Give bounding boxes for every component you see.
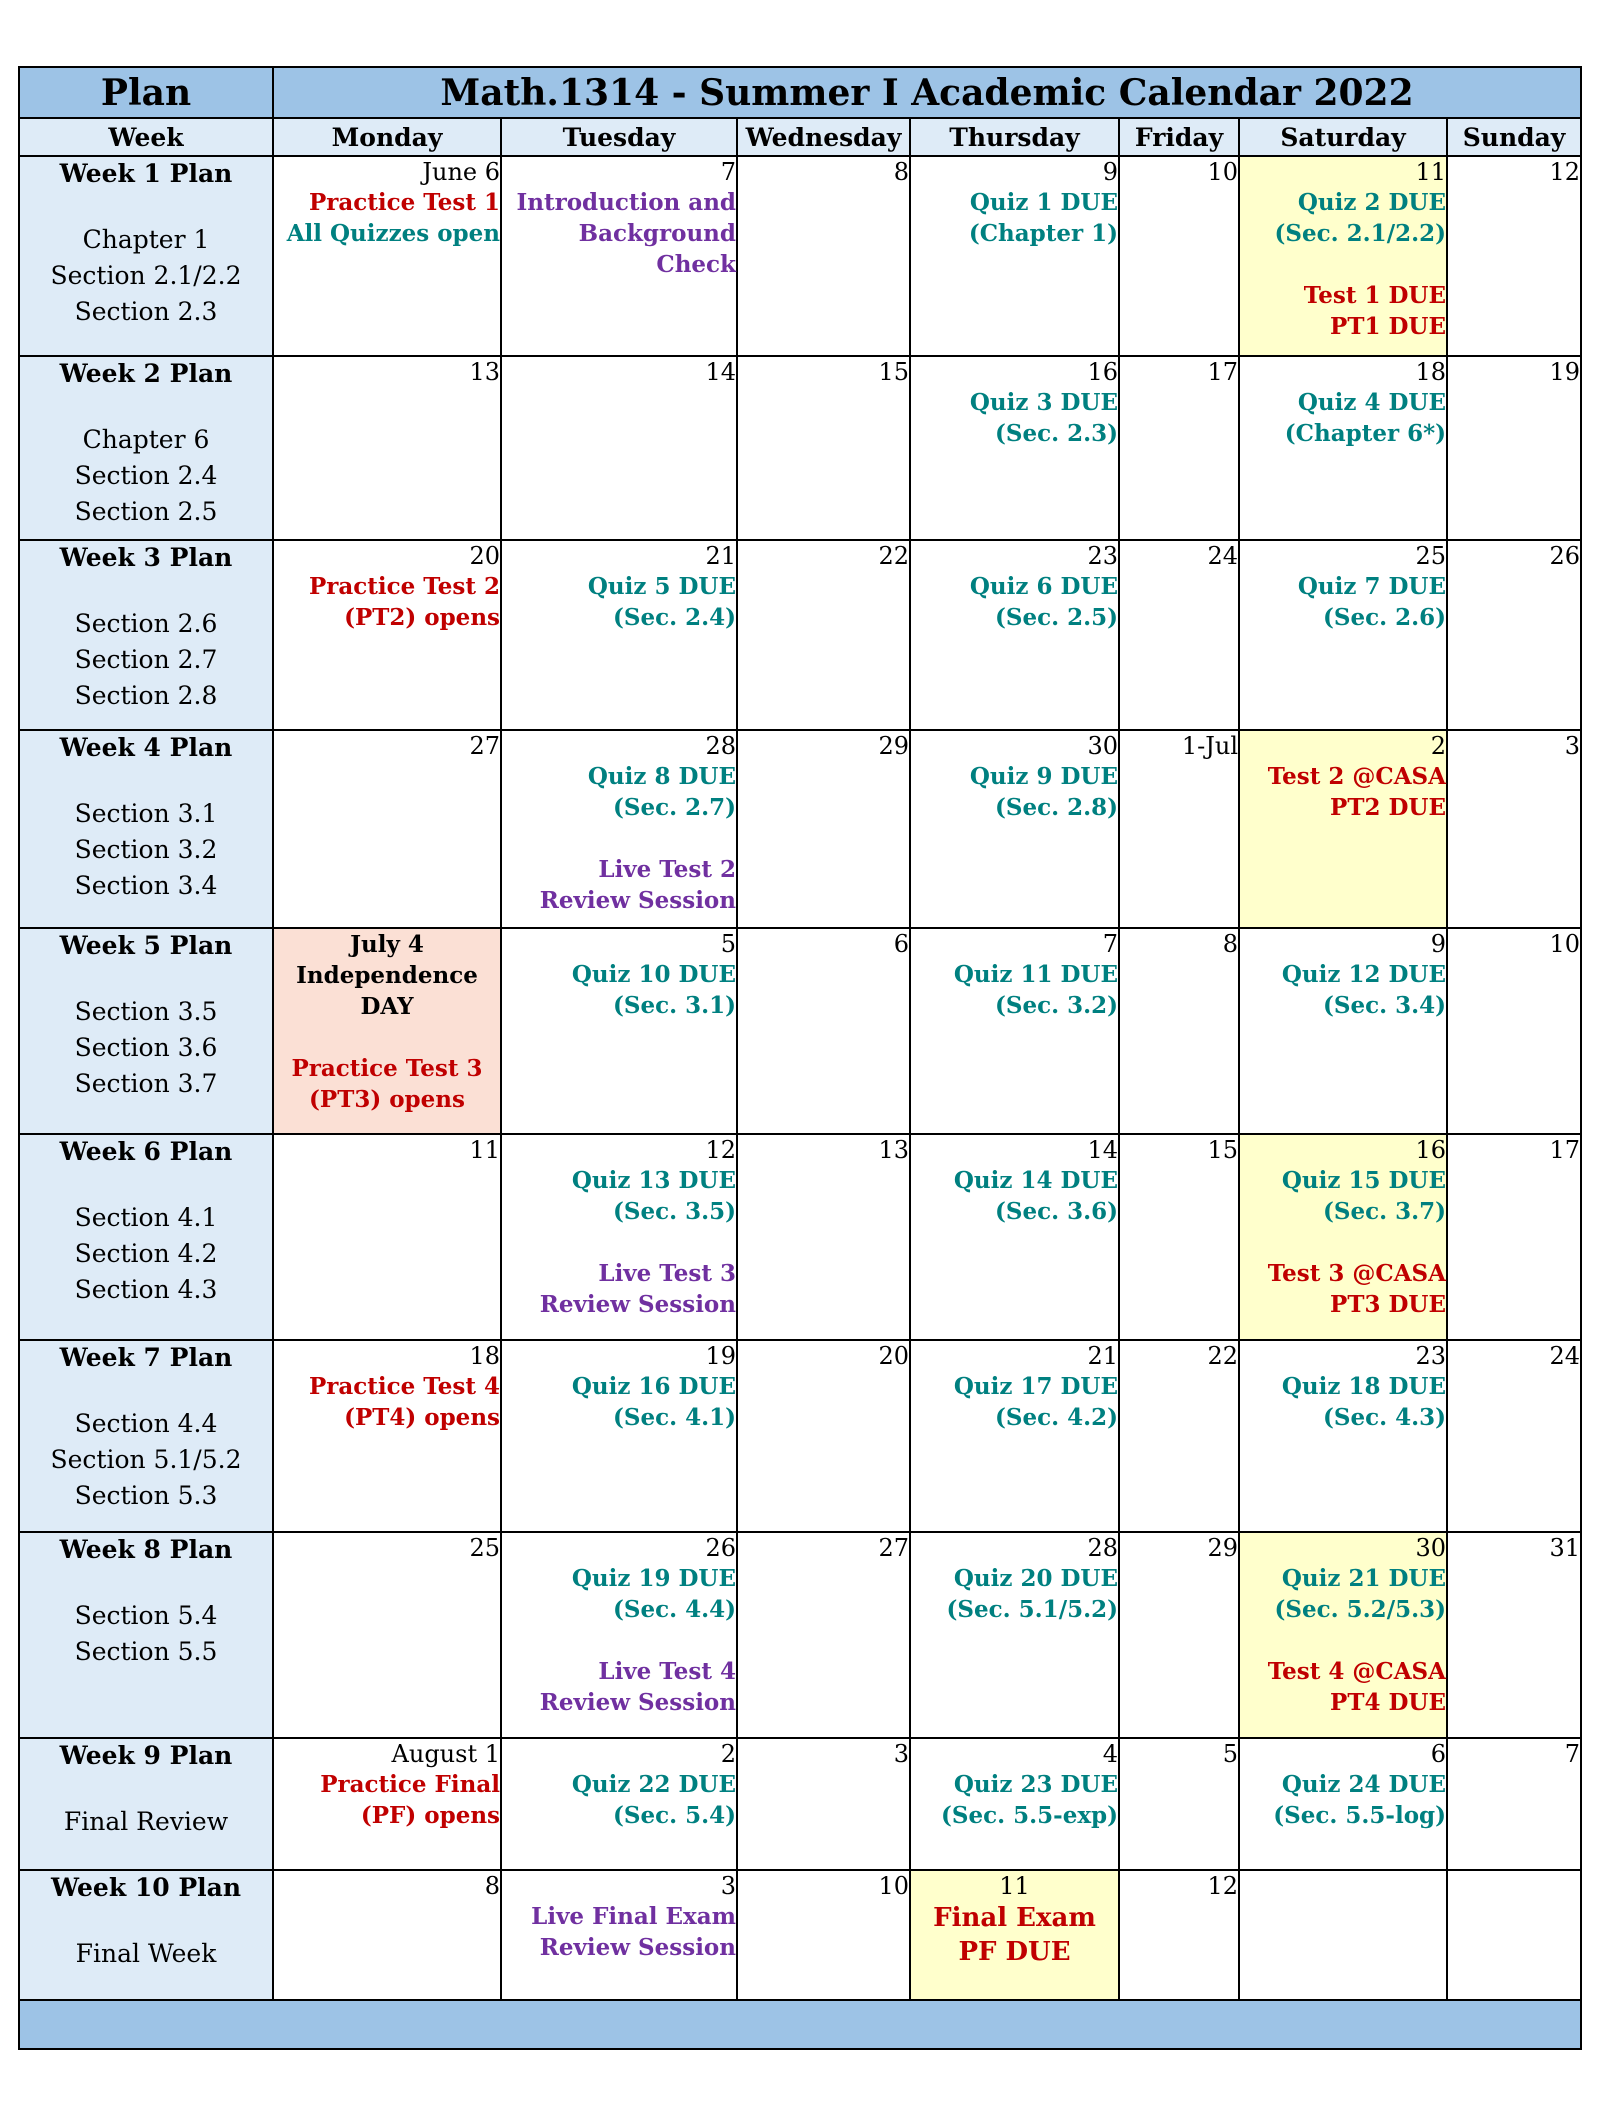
day-cell xyxy=(501,1340,737,1532)
calendar-event: Background xyxy=(578,220,736,247)
day-number: June 6 xyxy=(422,158,500,186)
week-plan-topic: Final Review xyxy=(63,1807,229,1836)
day-cell xyxy=(501,540,737,730)
day-cell xyxy=(1119,540,1239,730)
calendar-event: DAY xyxy=(360,993,414,1020)
week-plan-title: Week 5 Plan xyxy=(59,931,233,960)
day-number: 12 xyxy=(1549,158,1581,186)
week-plan-topic: Section 3.4 xyxy=(74,871,218,900)
day-cell xyxy=(1119,1738,1239,1870)
calendar-event: (Sec. 4.1) xyxy=(612,1404,736,1431)
calendar-event: Quiz 5 DUE xyxy=(587,573,736,600)
week-row xyxy=(19,156,1581,356)
footer-bar xyxy=(19,2000,1581,2049)
day-cell xyxy=(1239,156,1447,356)
day-cell xyxy=(1447,1738,1581,1870)
day-cell xyxy=(1119,1870,1239,2000)
day-cell xyxy=(910,1340,1119,1532)
day-number: August 1 xyxy=(391,1740,500,1768)
day-number: 15 xyxy=(878,358,909,386)
day-number: 29 xyxy=(1207,1534,1238,1562)
day-number: 20 xyxy=(878,1342,909,1370)
day-cell xyxy=(1239,1738,1447,1870)
day-cell xyxy=(1119,730,1239,928)
calendar-event: (Sec. 3.7) xyxy=(1322,1198,1446,1225)
week-plan-topic: Section 3.2 xyxy=(74,835,218,864)
calendar-event: Quiz 23 DUE xyxy=(953,1771,1118,1798)
week-plan-title: Week 1 Plan xyxy=(59,159,233,188)
weekday-header-row xyxy=(19,118,1581,156)
week-plan-topic: Section 3.6 xyxy=(74,1033,218,1062)
day-number: 25 xyxy=(1415,542,1446,570)
week-plan-topic: Section 2.5 xyxy=(74,497,218,526)
day-number: 28 xyxy=(705,732,736,760)
calendar-event: (Sec. 2.6) xyxy=(1322,604,1446,631)
day-cell xyxy=(910,1738,1119,1870)
day-cell xyxy=(1447,928,1581,1134)
day-number: 25 xyxy=(469,1534,500,1562)
calendar-event: (Sec. 5.5-log) xyxy=(1273,1802,1446,1829)
calendar-event: Check xyxy=(656,251,736,278)
calendar-event: Quiz 6 DUE xyxy=(969,573,1118,600)
day-cell xyxy=(273,1738,501,1870)
calendar-event: (Sec. 2.5) xyxy=(994,604,1118,631)
calendar-event: Quiz 2 DUE xyxy=(1297,189,1446,216)
calendar-event: (Chapter 1) xyxy=(968,220,1118,247)
calendar-event: PT3 DUE xyxy=(1330,1291,1446,1318)
week-plan-topic: Section 4.2 xyxy=(74,1239,218,1268)
week-plan-cell xyxy=(19,928,273,1134)
week-plan-topic: Section 2.8 xyxy=(74,681,218,710)
day-cell xyxy=(910,928,1119,1134)
week-plan-topic: Final Week xyxy=(75,1939,217,1968)
calendar-event: Quiz 21 DUE xyxy=(1281,1565,1446,1592)
day-cell xyxy=(910,156,1119,356)
day-cell xyxy=(1447,540,1581,730)
day-cell xyxy=(910,1532,1119,1738)
calendar-event: (Sec. 2.3) xyxy=(994,420,1118,447)
day-cell xyxy=(737,1738,910,1870)
header-monday: Monday xyxy=(273,118,501,156)
calendar-event: Quiz 15 DUE xyxy=(1281,1167,1446,1194)
week-plan-title: Week 2 Plan xyxy=(59,359,233,388)
week-plan-topic: Section 2.3 xyxy=(74,297,218,326)
calendar-event: Introduction and xyxy=(516,189,736,216)
day-number: 7 xyxy=(720,158,736,186)
week-row xyxy=(19,1340,1581,1532)
calendar-event: Quiz 7 DUE xyxy=(1297,573,1446,600)
day-cell xyxy=(1119,1340,1239,1532)
day-cell xyxy=(1447,156,1581,356)
day-number: 16 xyxy=(1087,358,1118,386)
header-saturday: Saturday xyxy=(1239,118,1447,156)
calendar-event: Quiz 14 DUE xyxy=(953,1167,1118,1194)
day-number: 3 xyxy=(720,1872,736,1900)
day-number: 8 xyxy=(1222,930,1238,958)
calendar-event: PT1 DUE xyxy=(1330,313,1446,340)
calendar-event: Test 4 @CASA xyxy=(1267,1658,1446,1685)
calendar-event: Practice Test 1 xyxy=(308,189,500,216)
week-row xyxy=(19,928,1581,1134)
day-number: 15 xyxy=(1207,1136,1238,1164)
week-plan-title: Week 7 Plan xyxy=(59,1343,233,1372)
day-cell xyxy=(910,1134,1119,1340)
day-cell xyxy=(501,928,737,1134)
day-number: 4 xyxy=(1102,1740,1118,1768)
calendar-event: Quiz 10 DUE xyxy=(571,961,736,988)
week-plan-cell xyxy=(19,1738,273,1870)
day-cell xyxy=(1447,1134,1581,1340)
calendar-event: Practice Test 2 xyxy=(308,573,500,600)
day-number: 29 xyxy=(878,732,909,760)
calendar-event: (Sec. 2.7) xyxy=(612,794,736,821)
day-cell xyxy=(1119,156,1239,356)
day-number: 26 xyxy=(705,1534,736,1562)
day-cell xyxy=(1239,1870,1447,2000)
day-cell xyxy=(910,1870,1119,2000)
calendar-event: (Sec. 2.1/2.2) xyxy=(1274,220,1446,247)
calendar-table xyxy=(18,66,1582,2050)
calendar-event: Quiz 9 DUE xyxy=(969,763,1118,790)
day-number: 8 xyxy=(484,1872,500,1900)
day-cell xyxy=(273,1134,501,1340)
plan-header: Plan xyxy=(19,67,273,118)
calendar-event: Quiz 13 DUE xyxy=(571,1167,736,1194)
day-number: 19 xyxy=(1549,358,1581,386)
week-row xyxy=(19,356,1581,540)
calendar-event: All Quizzes open xyxy=(286,220,500,247)
calendar-event: (Sec. 4.4) xyxy=(612,1596,736,1623)
week-plan-topic: Section 4.1 xyxy=(74,1203,218,1232)
calendar-event: Live Test 2 xyxy=(598,856,736,883)
day-number: 12 xyxy=(1207,1872,1238,1900)
day-cell xyxy=(1447,1870,1581,2000)
calendar-event: (Sec. 5.5-exp) xyxy=(940,1802,1118,1829)
day-cell xyxy=(501,730,737,928)
week-plan-topic: Section 3.5 xyxy=(74,997,218,1026)
calendar-event: Review Session xyxy=(539,1689,736,1716)
day-cell xyxy=(1239,730,1447,928)
week-plan-title: Week 4 Plan xyxy=(59,733,233,762)
calendar-event: Test 1 DUE xyxy=(1303,282,1446,309)
day-number: 23 xyxy=(1415,1342,1446,1370)
day-cell xyxy=(737,540,910,730)
day-number: 3 xyxy=(893,1740,909,1768)
day-number: 5 xyxy=(720,930,736,958)
week-plan-topic: Section 3.1 xyxy=(74,799,218,828)
day-cell xyxy=(737,156,910,356)
day-number: 26 xyxy=(1549,542,1581,570)
calendar-event: (Sec. 3.5) xyxy=(612,1198,736,1225)
day-cell xyxy=(1239,1340,1447,1532)
day-number: 31 xyxy=(1549,1534,1581,1562)
day-cell xyxy=(1239,928,1447,1134)
week-plan-topic: Section 5.1/5.2 xyxy=(50,1445,242,1474)
day-cell xyxy=(501,356,737,540)
week-plan-topic: Section 5.5 xyxy=(74,1637,218,1666)
day-number: 21 xyxy=(1087,1342,1118,1370)
day-cell xyxy=(1447,356,1581,540)
day-number: 1-Jul xyxy=(1181,732,1238,760)
week-row xyxy=(19,730,1581,928)
calendar-event: (PT3) opens xyxy=(309,1086,465,1113)
week-plan-topic: Section 2.1/2.2 xyxy=(50,261,242,290)
week-plan-topic: Section 2.4 xyxy=(74,461,218,490)
calendar-event: Final Exam xyxy=(933,1903,1096,1933)
day-number: 19 xyxy=(705,1342,736,1370)
week-row xyxy=(19,540,1581,730)
calendar-event: July 4 xyxy=(350,931,424,958)
day-number: 17 xyxy=(1549,1136,1581,1164)
header-wednesday: Wednesday xyxy=(737,118,910,156)
calendar-event: (Chapter 6*) xyxy=(1284,420,1446,447)
calendar-event: (Sec. 2.8) xyxy=(994,794,1118,821)
calendar-event: Live Test 3 xyxy=(598,1260,736,1287)
day-number: 7 xyxy=(1564,1740,1581,1768)
day-number: 16 xyxy=(1415,1136,1446,1164)
calendar-event: PF DUE xyxy=(958,1937,1071,1967)
day-cell xyxy=(273,1340,501,1532)
day-cell xyxy=(1119,1532,1239,1738)
day-cell xyxy=(273,540,501,730)
header-tuesday: Tuesday xyxy=(501,118,737,156)
day-cell xyxy=(273,156,501,356)
day-number: 9 xyxy=(1430,930,1446,958)
day-cell xyxy=(1119,1134,1239,1340)
week-plan-topic: Section 4.3 xyxy=(74,1275,218,1304)
week-plan-title: Week 6 Plan xyxy=(59,1137,233,1166)
calendar-event: (Sec. 5.2/5.3) xyxy=(1274,1596,1446,1623)
calendar-event: Quiz 20 DUE xyxy=(953,1565,1118,1592)
day-number: 2 xyxy=(720,1740,736,1768)
title-row xyxy=(19,67,1581,118)
week-plan-cell xyxy=(19,540,273,730)
calendar-event: (Sec. 4.2) xyxy=(994,1404,1118,1431)
calendar-event: Quiz 17 DUE xyxy=(953,1373,1118,1400)
calendar-event: Live Test 4 xyxy=(598,1658,736,1685)
day-cell xyxy=(910,540,1119,730)
day-cell xyxy=(273,1870,501,2000)
week-plan-topic: Chapter 6 xyxy=(82,425,210,454)
day-cell xyxy=(1239,1532,1447,1738)
day-cell xyxy=(273,928,501,1134)
day-number: 10 xyxy=(1207,158,1238,186)
day-number: 3 xyxy=(1564,732,1581,760)
day-number: 10 xyxy=(1549,930,1581,958)
week-plan-topic: Section 2.7 xyxy=(74,645,218,674)
calendar-event: (Sec. 5.4) xyxy=(612,1802,736,1829)
day-cell xyxy=(501,1738,737,1870)
calendar-event: Review Session xyxy=(539,1291,736,1318)
day-number: 13 xyxy=(878,1136,909,1164)
calendar-event: (Sec. 2.4) xyxy=(612,604,736,631)
week-plan-cell xyxy=(19,730,273,928)
week-plan-topic: Chapter 1 xyxy=(82,225,210,254)
calendar-event: Practice Test 3 xyxy=(291,1055,483,1082)
calendar-event: Quiz 3 DUE xyxy=(969,389,1118,416)
day-cell xyxy=(501,1870,737,2000)
week-plan-cell xyxy=(19,1340,273,1532)
day-number: 12 xyxy=(705,1136,736,1164)
day-number: 8 xyxy=(893,158,909,186)
week-plan-cell xyxy=(19,1532,273,1738)
calendar-event: (Sec. 3.6) xyxy=(994,1198,1118,1225)
day-cell xyxy=(737,1532,910,1738)
week-rows xyxy=(19,156,1581,2000)
day-cell xyxy=(273,730,501,928)
week-row xyxy=(19,1532,1581,1738)
calendar-event: PT4 DUE xyxy=(1330,1689,1446,1716)
day-number: 20 xyxy=(469,542,500,570)
calendar-event: Practice Test 4 xyxy=(308,1373,500,1400)
calendar-event: Quiz 16 DUE xyxy=(571,1373,736,1400)
calendar-event: (PT4) opens xyxy=(344,1404,500,1431)
calendar-event: (Sec. 3.4) xyxy=(1322,992,1446,1019)
day-number: 13 xyxy=(469,358,500,386)
calendar-event: Quiz 1 DUE xyxy=(969,189,1118,216)
calendar-event: Quiz 11 DUE xyxy=(953,961,1118,988)
day-cell xyxy=(737,730,910,928)
footer-row xyxy=(19,2000,1581,2049)
day-number: 27 xyxy=(878,1534,909,1562)
calendar-event: PT2 DUE xyxy=(1330,794,1446,821)
header-thursday: Thursday xyxy=(910,118,1119,156)
day-number: 11 xyxy=(999,1872,1030,1900)
day-cell xyxy=(1239,1134,1447,1340)
calendar-event: Quiz 19 DUE xyxy=(571,1565,736,1592)
day-number: 11 xyxy=(469,1136,500,1164)
calendar-event: Practice Final xyxy=(320,1771,500,1798)
calendar-event: (PT2) opens xyxy=(344,604,500,631)
calendar-event: Review Session xyxy=(539,1934,736,1961)
day-cell xyxy=(737,1134,910,1340)
day-number: 17 xyxy=(1207,358,1238,386)
calendar-event: Test 2 @CASA xyxy=(1267,763,1446,790)
day-number: 11 xyxy=(1415,158,1446,186)
calendar-event: Quiz 12 DUE xyxy=(1281,961,1446,988)
day-number: 22 xyxy=(1207,1342,1238,1370)
calendar-event: Independence xyxy=(296,962,478,989)
day-cell xyxy=(1239,356,1447,540)
day-number: 24 xyxy=(1207,542,1238,570)
week-plan-cell xyxy=(19,1134,273,1340)
header-week: Week xyxy=(19,118,273,156)
calendar-event: Quiz 4 DUE xyxy=(1297,389,1446,416)
day-number: 10 xyxy=(878,1872,909,1900)
header-sunday: Sunday xyxy=(1447,118,1581,156)
calendar-event: Quiz 22 DUE xyxy=(571,1771,736,1798)
week-plan-title: Week 9 Plan xyxy=(59,1741,233,1770)
day-cell xyxy=(501,1532,737,1738)
day-number: 22 xyxy=(878,542,909,570)
day-cell xyxy=(737,1870,910,2000)
day-number: 24 xyxy=(1549,1342,1581,1370)
calendar-event: (Sec. 3.1) xyxy=(612,992,736,1019)
day-number: 30 xyxy=(1087,732,1118,760)
day-number: 7 xyxy=(1102,930,1118,958)
calendar-event: Live Final Exam xyxy=(531,1903,736,1930)
day-number: 23 xyxy=(1087,542,1118,570)
calendar-event: (Sec. 4.3) xyxy=(1322,1404,1446,1431)
day-number: 18 xyxy=(469,1342,500,1370)
week-plan-cell xyxy=(19,156,273,356)
week-row xyxy=(19,1134,1581,1340)
week-plan-topic: Section 3.7 xyxy=(74,1069,218,1098)
calendar-event: Quiz 18 DUE xyxy=(1281,1373,1446,1400)
day-number: 14 xyxy=(1087,1136,1118,1164)
day-cell xyxy=(1447,730,1581,928)
week-plan-title: Week 8 Plan xyxy=(59,1535,233,1564)
week-plan-cell xyxy=(19,356,273,540)
week-plan-topic: Section 5.4 xyxy=(74,1601,218,1630)
day-number: 14 xyxy=(705,358,736,386)
calendar-event: Quiz 8 DUE xyxy=(587,763,736,790)
calendar-event: (Sec. 5.1/5.2) xyxy=(946,1596,1118,1623)
calendar-event: Test 3 @CASA xyxy=(1267,1260,1446,1287)
day-number: 6 xyxy=(893,930,909,958)
day-number: 18 xyxy=(1415,358,1446,386)
calendar-title: Math.1314 - Summer I Academic Calendar 2022 xyxy=(273,67,1581,118)
day-cell xyxy=(273,356,501,540)
day-cell xyxy=(1447,1532,1581,1738)
day-cell xyxy=(1119,356,1239,540)
day-number: 30 xyxy=(1415,1534,1446,1562)
calendar-event: (PF) opens xyxy=(360,1802,500,1829)
day-cell xyxy=(501,156,737,356)
day-cell xyxy=(737,356,910,540)
week-plan-title: Week 10 Plan xyxy=(50,1873,242,1902)
calendar-event: (Sec. 3.2) xyxy=(994,992,1118,1019)
day-number: 2 xyxy=(1430,732,1446,760)
week-plan-topic: Section 5.3 xyxy=(74,1481,218,1510)
day-number: 6 xyxy=(1430,1740,1446,1768)
week-row xyxy=(19,1738,1581,1870)
day-cell xyxy=(737,928,910,1134)
calendar-event: Review Session xyxy=(539,887,736,914)
week-plan-topic: Section 4.4 xyxy=(74,1409,218,1438)
day-cell xyxy=(737,1340,910,1532)
day-number: 5 xyxy=(1222,1740,1238,1768)
week-row xyxy=(19,1870,1581,2000)
day-cell xyxy=(1447,1340,1581,1532)
day-cell xyxy=(910,730,1119,928)
week-plan-cell xyxy=(19,1870,273,2000)
day-cell xyxy=(1239,540,1447,730)
day-number: 28 xyxy=(1087,1534,1118,1562)
header-friday: Friday xyxy=(1119,118,1239,156)
day-number: 27 xyxy=(469,732,500,760)
calendar-event: Quiz 24 DUE xyxy=(1281,1771,1446,1798)
day-cell xyxy=(910,356,1119,540)
day-number: 9 xyxy=(1102,158,1118,186)
day-cell xyxy=(501,1134,737,1340)
week-plan-topic: Section 2.6 xyxy=(74,609,218,638)
week-plan-title: Week 3 Plan xyxy=(59,543,233,572)
day-cell xyxy=(1119,928,1239,1134)
day-cell xyxy=(273,1532,501,1738)
day-number: 21 xyxy=(705,542,736,570)
